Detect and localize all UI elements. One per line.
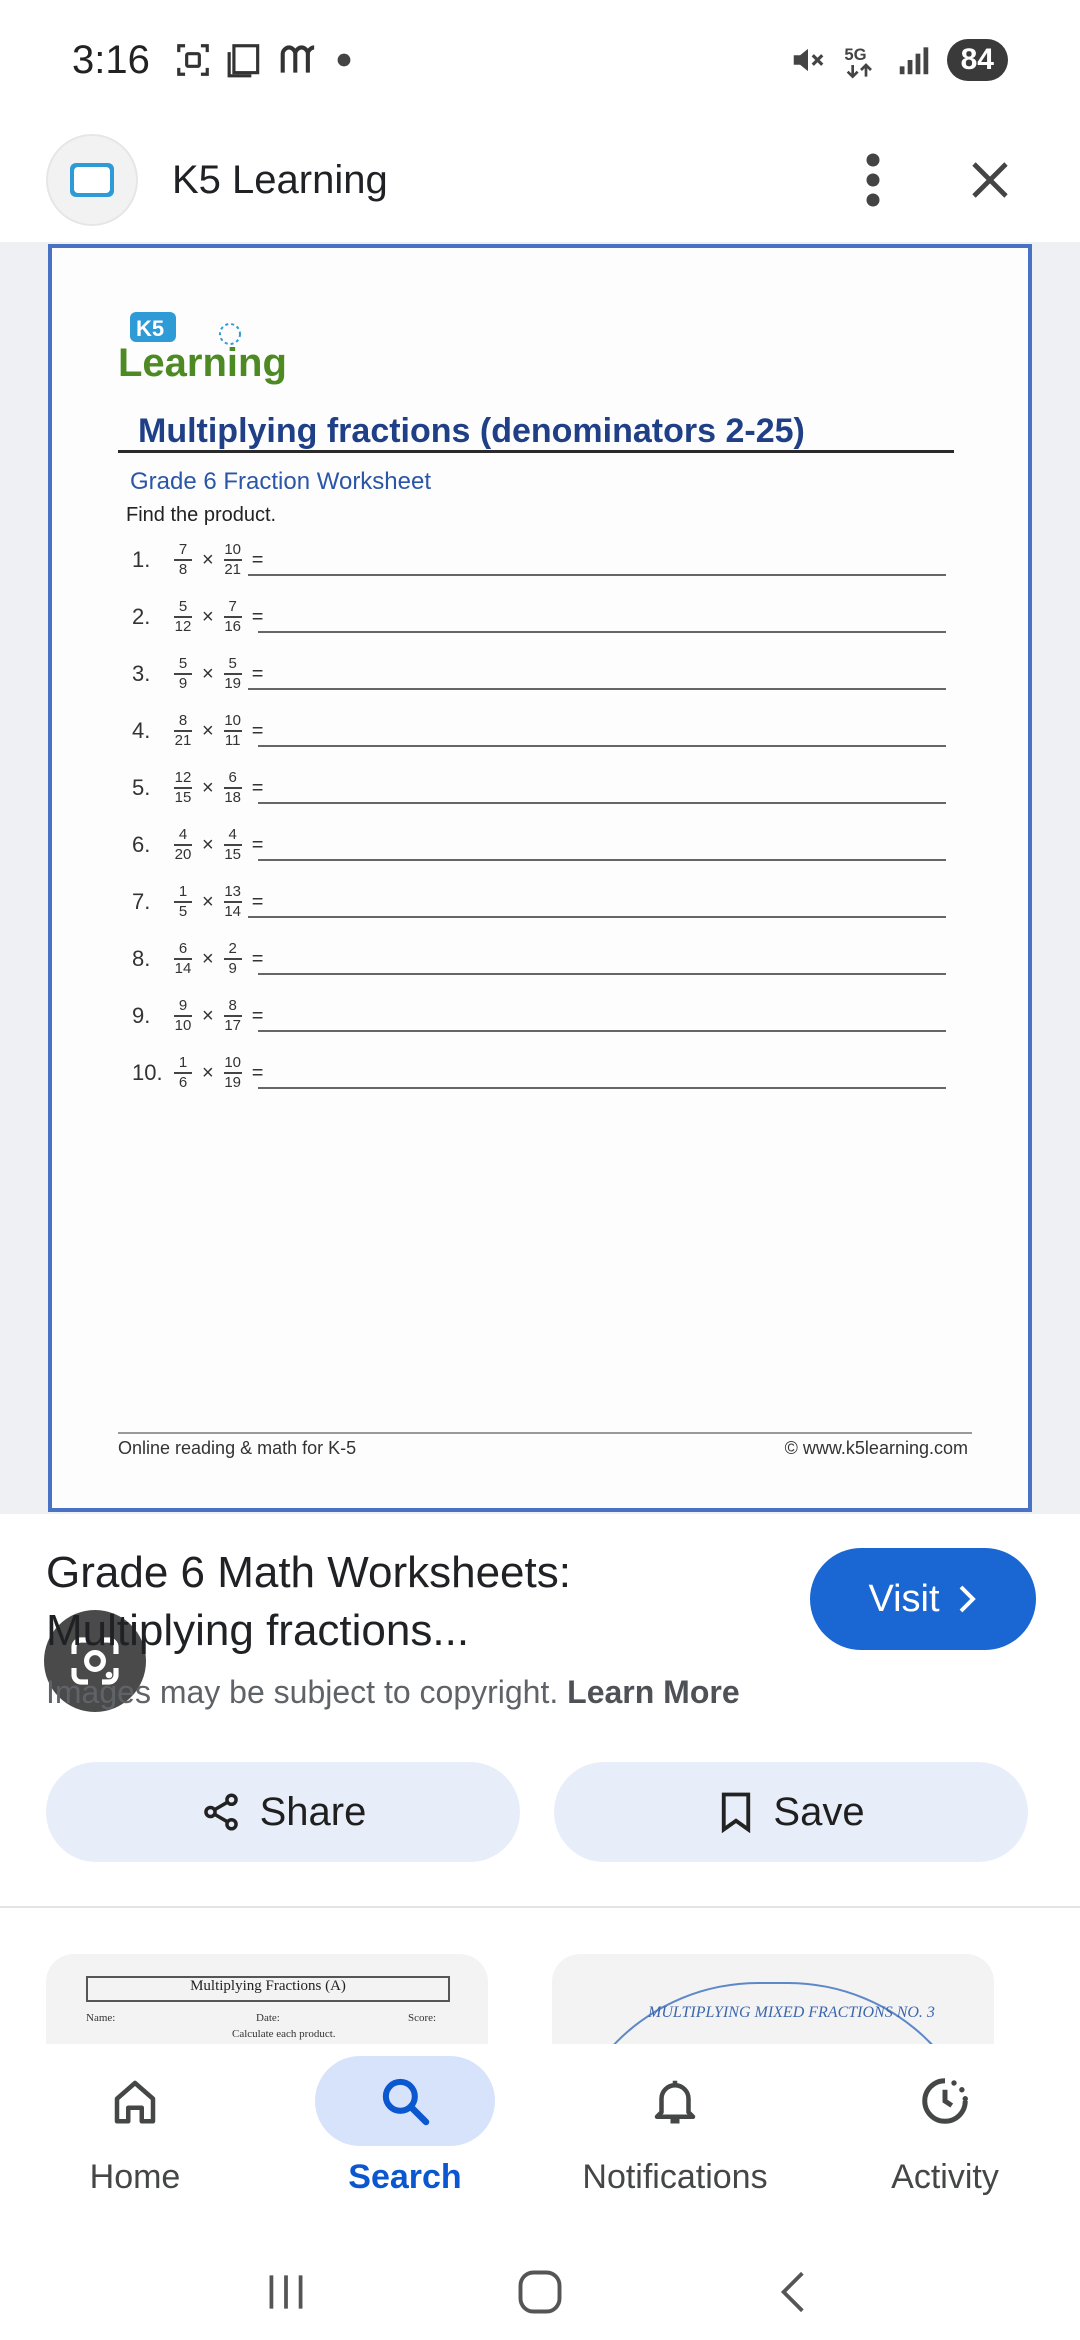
fraction-a: [174, 713, 192, 750]
result-title-line-2: Multiplying fractions...: [46, 1606, 470, 1655]
fraction-b-numerator: 7: [228, 597, 237, 615]
times-sign: ×: [202, 890, 214, 913]
app-bar-actions: [850, 150, 1034, 210]
back-icon[interactable]: [769, 2267, 819, 2317]
fraction-a-numerator: 1: [178, 1053, 188, 1071]
signal-icon: [895, 41, 933, 79]
fraction-b-denominator: 19: [224, 674, 242, 692]
more-vert-icon[interactable]: [850, 150, 896, 210]
problem-row: [132, 929, 267, 989]
bell-icon: [648, 2074, 702, 2128]
fraction-b-denominator: 19: [224, 1073, 242, 1091]
problem-number: 9.: [132, 1003, 151, 1028]
fraction-b-numerator: 8: [228, 996, 237, 1014]
fraction-b: [224, 998, 242, 1035]
equals-sign: =: [251, 947, 264, 970]
worksheet-logo-badge: K5: [136, 316, 165, 341]
fraction-b-numerator: 10: [224, 1053, 242, 1071]
fraction-a: [174, 998, 192, 1035]
problem-row: [132, 872, 267, 932]
equals-sign: =: [251, 833, 264, 856]
status-bar: [0, 0, 1080, 120]
fraction-a-numerator: 8: [178, 711, 188, 729]
fraction-b-denominator: 18: [224, 788, 242, 806]
nav-search[interactable]: [270, 2044, 540, 2244]
worksheet-image[interactable]: [48, 244, 1032, 1512]
equals-sign: =: [251, 719, 264, 742]
answer-line: [248, 574, 946, 576]
worksheet-title: Multiplying fractions (denominators 2-25): [138, 412, 805, 450]
worksheet-logo: [116, 310, 296, 395]
fraction-b-numerator: 13: [224, 882, 242, 900]
problem-row: [132, 758, 267, 818]
home-button-icon[interactable]: [514, 2266, 566, 2318]
fraction-b-denominator: 17: [224, 1016, 242, 1034]
bottom-navigation: [0, 2044, 1080, 2244]
nav-notifications[interactable]: [540, 2044, 810, 2244]
related-card-2-title: MULTIPLYING MIXED FRACTIONS NO. 3: [648, 2004, 935, 2021]
fraction-b-denominator: 14: [224, 902, 242, 920]
fraction-a-numerator: 9: [178, 996, 188, 1014]
times-sign: ×: [202, 548, 214, 571]
5g-icon: [841, 40, 881, 80]
equals-sign: =: [251, 776, 264, 799]
close-icon[interactable]: [966, 156, 1014, 204]
fraction-a: [174, 941, 192, 978]
related-card-1-score: Score:: [408, 2012, 437, 2024]
save-button[interactable]: [554, 1762, 1028, 1862]
mute-icon: [789, 41, 827, 79]
related-card-1-title: Multiplying Fractions (A): [86, 1976, 450, 2002]
save-label: Save: [773, 1789, 865, 1834]
copyright-text: Images may be subject to copyright.: [46, 1674, 559, 1710]
image-preview-area: [0, 242, 1080, 1514]
fraction-a-numerator: 7: [178, 540, 188, 558]
share-icon: [200, 1791, 242, 1833]
problem-number: 3.: [132, 661, 151, 686]
nav-home-label: Home: [89, 2158, 181, 2196]
problem-row: [132, 587, 267, 647]
worksheet-logo-text: Learning: [118, 341, 287, 385]
times-sign: ×: [202, 662, 214, 685]
search-icon: [377, 2073, 433, 2129]
answer-line: [258, 1030, 946, 1032]
answer-line: [258, 745, 946, 747]
fraction-a-numerator: 1: [178, 882, 188, 900]
fraction-a: [174, 884, 192, 921]
fraction-b-numerator: 5: [228, 654, 237, 672]
answer-line: [258, 1087, 946, 1089]
home-icon: [108, 2074, 162, 2128]
status-time: 3:16: [72, 37, 150, 82]
worksheet-footer-right: © www.k5learning.com: [784, 1438, 968, 1458]
problem-row: [132, 530, 267, 590]
nav-search-pill: [315, 2056, 495, 2146]
site-title: K5 Learning: [172, 157, 388, 202]
fraction-b: [224, 884, 242, 921]
problem-number: 1.: [132, 547, 151, 572]
fraction-a-denominator: 8: [178, 560, 188, 578]
nav-notifications-label: Notifications: [582, 2158, 768, 2196]
fraction-b-denominator: 15: [224, 845, 242, 863]
fraction-b: [224, 770, 242, 807]
answer-line: [258, 973, 946, 975]
equals-sign: =: [251, 1004, 264, 1027]
fraction-b-denominator: 21: [224, 560, 242, 578]
problem-number: 5.: [132, 775, 151, 800]
times-sign: ×: [202, 1004, 214, 1027]
svg-text:5G: 5G: [843, 45, 867, 64]
problem-number: 2.: [132, 604, 151, 629]
fraction-a-denominator: 21: [174, 731, 192, 749]
nav-activity-pill: [855, 2056, 1035, 2146]
equals-sign: =: [251, 890, 264, 913]
battery-icon: 84: [947, 39, 1008, 81]
fraction-a: [174, 1055, 192, 1092]
fraction-a-denominator: 20: [174, 845, 192, 863]
fraction-a-numerator: 5: [178, 597, 188, 615]
problem-row: [132, 701, 267, 761]
fraction-b-numerator: 10: [224, 540, 242, 558]
fraction-a-numerator: 4: [178, 825, 188, 843]
section-divider: [0, 1906, 1080, 1908]
chevron-right-icon: [956, 1584, 978, 1614]
nav-notifications-pill: [585, 2056, 765, 2146]
fraction-a-denominator: 12: [174, 617, 192, 635]
problem-number: 4.: [132, 718, 151, 743]
app-bar: [0, 120, 1080, 240]
answer-line: [258, 802, 946, 804]
answer-line: [248, 688, 946, 690]
nav-activity[interactable]: [810, 2044, 1080, 2244]
fraction-b: [224, 1055, 242, 1092]
site-favicon: [46, 134, 138, 226]
visit-button[interactable]: [810, 1548, 1036, 1650]
fraction-b-numerator: 2: [228, 939, 237, 957]
fraction-a-denominator: 14: [174, 959, 192, 977]
fraction-a: [174, 542, 192, 579]
worksheet-title-rule: [118, 450, 954, 453]
problem-row: [132, 644, 267, 704]
bookmark-icon: [717, 1791, 755, 1833]
times-sign: ×: [202, 1061, 214, 1084]
problem-row: [132, 1043, 267, 1103]
times-sign: ×: [202, 833, 214, 856]
dot-icon: [336, 52, 352, 68]
problem-number: 8.: [132, 946, 151, 971]
fraction-b-numerator: 6: [228, 768, 237, 786]
fraction-b-denominator: 9: [228, 959, 237, 977]
related-image-card-1[interactable]: [46, 1954, 488, 2048]
fraction-a: [174, 770, 192, 807]
nav-home-pill: [45, 2056, 225, 2146]
fraction-a-denominator: 5: [178, 902, 188, 920]
worksheet-footer-left: Online reading & math for K-5: [118, 1438, 357, 1458]
k5-logo-icon: [68, 159, 116, 201]
problem-row: [132, 815, 267, 875]
answer-line: [258, 859, 946, 861]
system-navigation-bar: [0, 2244, 1080, 2340]
nav-search-label: Search: [348, 2158, 462, 2196]
related-card-1-date: Date:: [256, 2012, 280, 2024]
equals-sign: =: [251, 548, 264, 571]
nav-home[interactable]: [0, 2044, 270, 2244]
answer-line: [258, 631, 946, 633]
problem-number: 6.: [132, 832, 151, 857]
fraction-a-denominator: 15: [174, 788, 192, 806]
cast-icon: [226, 41, 264, 79]
worksheet-instruction: Find the product.: [126, 504, 277, 526]
fraction-b-denominator: 16: [224, 617, 242, 635]
problem-row: [132, 986, 267, 1046]
fraction-a-numerator: 5: [178, 654, 188, 672]
worksheet-subtitle: Grade 6 Fraction Worksheet: [130, 468, 432, 495]
visit-label: Visit: [868, 1577, 940, 1620]
fraction-a-numerator: 6: [178, 939, 188, 957]
fraction-b: [224, 656, 242, 693]
fraction-a-denominator: 6: [178, 1073, 188, 1091]
fraction-b: [224, 713, 242, 750]
status-system-icons: [789, 39, 1008, 81]
equals-sign: =: [251, 1061, 264, 1084]
problem-number: 7.: [132, 889, 151, 914]
status-notification-icons: [174, 41, 352, 79]
fraction-b: [224, 599, 242, 636]
fraction-a: [174, 827, 192, 864]
worksheet-footer-rule: [118, 1432, 972, 1434]
times-sign: ×: [202, 947, 214, 970]
times-sign: ×: [202, 605, 214, 628]
fraction-b: [224, 941, 242, 978]
times-sign: ×: [202, 719, 214, 742]
fraction-b-denominator: 11: [224, 731, 241, 749]
recent-apps-icon[interactable]: [261, 2267, 311, 2317]
result-title[interactable]: [46, 1544, 666, 1660]
copyright-notice: [46, 1674, 740, 1711]
times-sign: ×: [202, 776, 214, 799]
fraction-b: [224, 542, 242, 579]
equals-sign: =: [251, 662, 264, 685]
fraction-b-numerator: 4: [228, 825, 237, 843]
fraction-a-numerator: 12: [174, 768, 192, 786]
problem-number: 10.: [132, 1060, 163, 1085]
fraction-a-denominator: 9: [178, 674, 188, 692]
activity-icon: [918, 2074, 972, 2128]
equals-sign: =: [251, 605, 264, 628]
related-card-1-instruction: Calculate each product.: [232, 2028, 336, 2040]
fraction-b: [224, 827, 242, 864]
fraction-a: [174, 656, 192, 693]
fraction-a: [174, 599, 192, 636]
gmail-m-icon: [278, 41, 322, 79]
answer-line: [248, 916, 946, 918]
related-image-card-2[interactable]: [552, 1954, 994, 2048]
share-button[interactable]: [46, 1762, 520, 1862]
share-label: Share: [259, 1789, 367, 1834]
nav-activity-label: Activity: [891, 2158, 999, 2196]
related-card-1-name: Name:: [86, 2012, 116, 2024]
screenshot-icon: [174, 41, 212, 79]
result-title-line-1: Grade 6 Math Worksheets:: [46, 1548, 571, 1597]
fraction-b-numerator: 10: [224, 711, 242, 729]
fraction-a-denominator: 10: [174, 1016, 192, 1034]
learn-more-link[interactable]: Learn More: [567, 1674, 740, 1710]
